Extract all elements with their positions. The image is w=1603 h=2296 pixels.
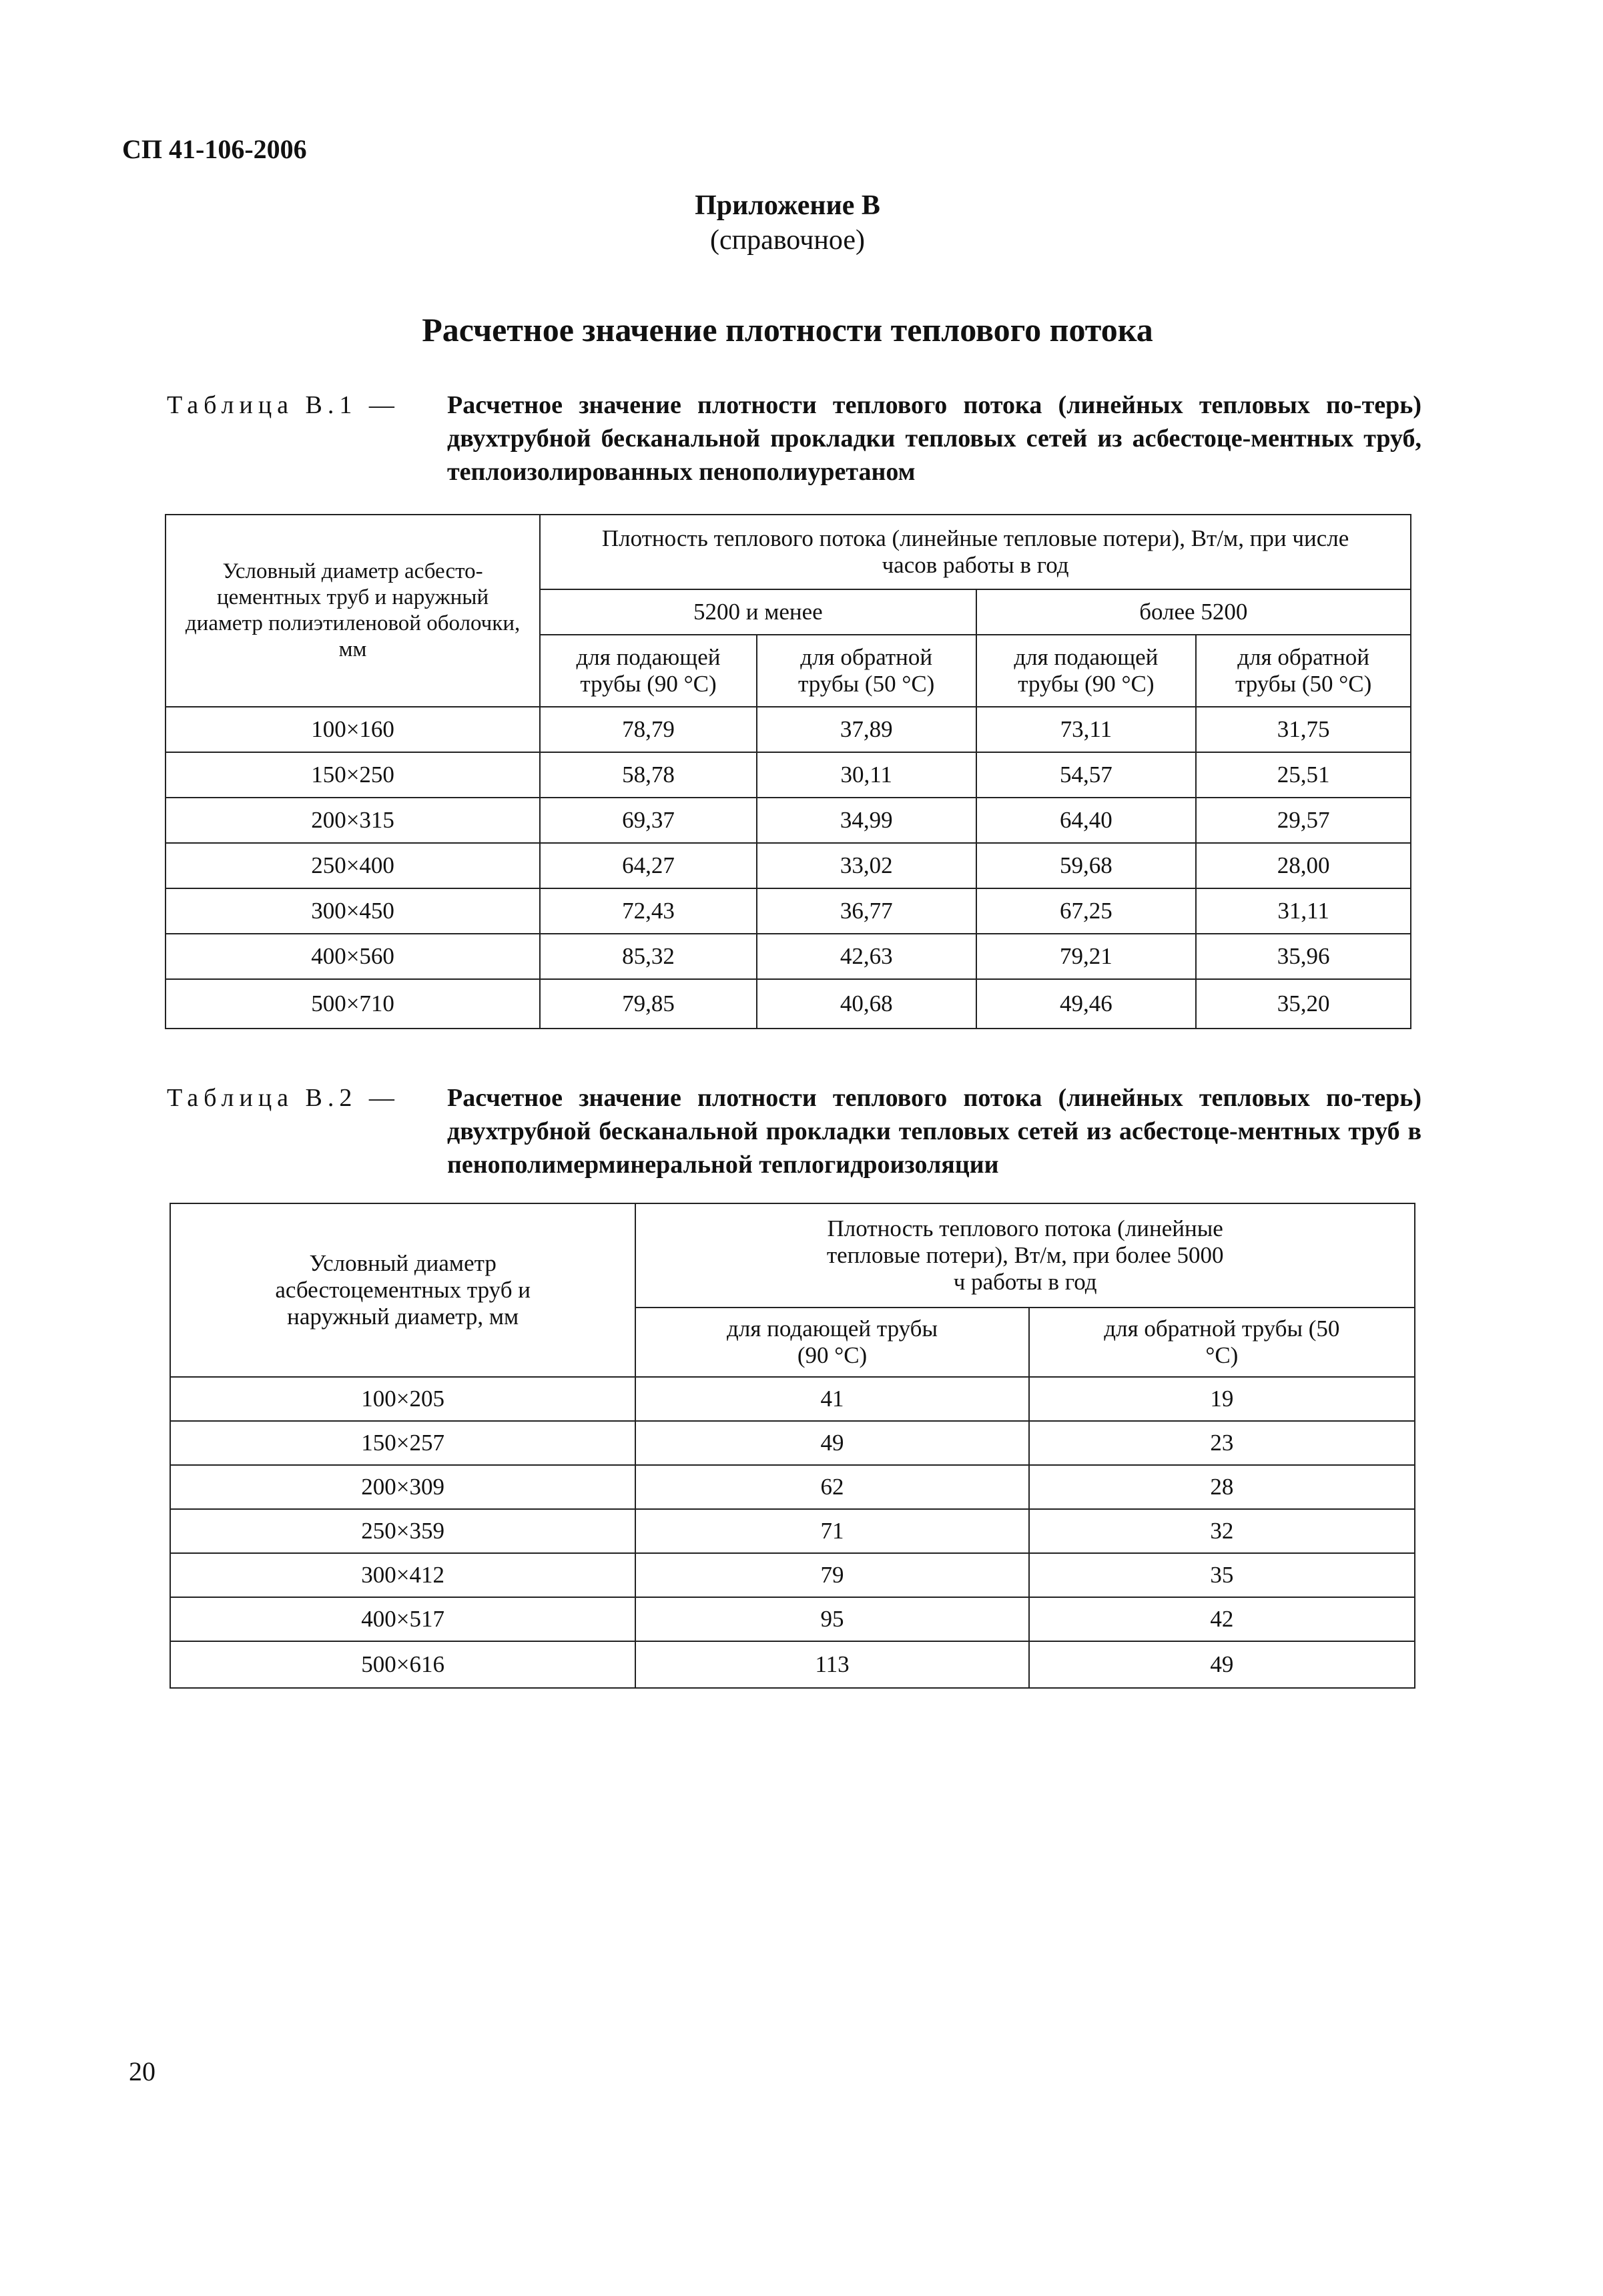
table1-cell: 78,79 bbox=[540, 707, 757, 752]
table1-subheader-supply: для подающей трубы (90 °С) bbox=[540, 635, 757, 707]
table1-cell: 36,77 bbox=[757, 888, 976, 934]
table1-cell: 35,96 bbox=[1196, 934, 1411, 979]
table2-cell-diameter: 300×412 bbox=[170, 1553, 635, 1597]
table1-header-diameter: Условный диаметр асбесто-цементных труб и наружный диаметр полиэтиленовой оболочки, мм bbox=[166, 515, 540, 707]
table1-subheader-return: для обратной трубы (50 °С) bbox=[757, 635, 976, 707]
table1-label: Таблица В.1 — bbox=[167, 391, 400, 419]
table2-cell: 49 bbox=[635, 1421, 1028, 1465]
table1-cell: 73,11 bbox=[976, 707, 1197, 752]
table-row bbox=[170, 1421, 1415, 1465]
table2-header-density: Плотность теплового потока (линейные тепловые потери), Вт/м, при более 5000 ч работы в год bbox=[635, 1203, 1415, 1308]
table-row bbox=[170, 1597, 1415, 1641]
table1-caption bbox=[167, 388, 1421, 489]
table-row bbox=[166, 979, 1411, 1029]
table-row bbox=[166, 752, 1411, 798]
table2-cell: 42 bbox=[1029, 1597, 1415, 1641]
table2-cell-diameter: 500×616 bbox=[170, 1641, 635, 1688]
table1-cell: 72,43 bbox=[540, 888, 757, 934]
table-row bbox=[166, 934, 1411, 979]
table1-cell: 67,25 bbox=[976, 888, 1197, 934]
table1-cell: 34,99 bbox=[757, 798, 976, 843]
table2-cell: 32 bbox=[1029, 1509, 1415, 1553]
table1-cell: 79,21 bbox=[976, 934, 1197, 979]
appendix-subtitle: (справочное) bbox=[710, 225, 865, 256]
table2-cell-diameter: 150×257 bbox=[170, 1421, 635, 1465]
table1-header-group-low: 5200 и менее bbox=[540, 589, 976, 635]
table2-cell: 23 bbox=[1029, 1421, 1415, 1465]
table1-cell: 25,51 bbox=[1196, 752, 1411, 798]
table-row bbox=[170, 1509, 1415, 1553]
table1-cell: 35,20 bbox=[1196, 979, 1411, 1029]
table1-cell: 85,32 bbox=[540, 934, 757, 979]
table1-cell: 42,63 bbox=[757, 934, 976, 979]
table1-cell: 29,57 bbox=[1196, 798, 1411, 843]
table2-cell: 113 bbox=[635, 1641, 1028, 1688]
table1-header-group-high: более 5200 bbox=[976, 589, 1411, 635]
table-row bbox=[166, 798, 1411, 843]
table1-subheader-return: для обратной трубы (50 °С) bbox=[1196, 635, 1411, 707]
table2-cell: 71 bbox=[635, 1509, 1028, 1553]
table1-cell: 33,02 bbox=[757, 843, 976, 888]
document-code: СП 41-106-2006 bbox=[122, 134, 307, 164]
table2-header-diameter: Условный диаметр асбестоцементных труб и наружный диаметр, мм bbox=[170, 1203, 635, 1377]
table2-cell-diameter: 250×359 bbox=[170, 1509, 635, 1553]
table1-cell-diameter: 400×560 bbox=[166, 934, 540, 979]
table-row bbox=[166, 843, 1411, 888]
table1-cell-diameter: 200×315 bbox=[166, 798, 540, 843]
table2-label: Таблица В.2 — bbox=[167, 1084, 400, 1112]
table-row bbox=[170, 1641, 1415, 1688]
table2 bbox=[170, 1203, 1415, 1689]
section-title: Расчетное значение плотности теплового потока bbox=[422, 311, 1153, 348]
table1-cell: 64,27 bbox=[540, 843, 757, 888]
table1-cell-diameter: 300×450 bbox=[166, 888, 540, 934]
table2-cell: 35 bbox=[1029, 1553, 1415, 1597]
table-row bbox=[170, 1553, 1415, 1597]
table-row bbox=[170, 1465, 1415, 1509]
table2-cell: 79 bbox=[635, 1553, 1028, 1597]
table2-cell: 41 bbox=[635, 1377, 1028, 1421]
table2-subheader-supply: для подающей трубы (90 °С) bbox=[635, 1308, 1028, 1377]
table2-cell: 95 bbox=[635, 1597, 1028, 1641]
page-number: 20 bbox=[129, 2056, 155, 2086]
table1-cell: 69,37 bbox=[540, 798, 757, 843]
table1-cell-diameter: 100×160 bbox=[166, 707, 540, 752]
table1-cell: 64,40 bbox=[976, 798, 1197, 843]
table2-cell-diameter: 200×309 bbox=[170, 1465, 635, 1509]
table1-cell: 79,85 bbox=[540, 979, 757, 1029]
table-row bbox=[166, 888, 1411, 934]
table2-cell: 49 bbox=[1029, 1641, 1415, 1688]
table1-caption-text: Расчетное значение плотности теплового потока (линейных тепловых по-терь) двухтрубной бесканальной прокладки тепловых сетей из асбестоце-ментных труб, теплоизолированных пенополиуретаном bbox=[447, 391, 1421, 486]
table1-cell: 37,89 bbox=[757, 707, 976, 752]
table2-cell: 19 bbox=[1029, 1377, 1415, 1421]
table1-cell: 54,57 bbox=[976, 752, 1197, 798]
table1-cell-diameter: 500×710 bbox=[166, 979, 540, 1029]
table2-subheader-return: для обратной трубы (50 °С) bbox=[1029, 1308, 1415, 1377]
table2-cell: 28 bbox=[1029, 1465, 1415, 1509]
table2-caption-text: Расчетное значение плотности теплового потока (линейных тепловых по-терь) двухтрубной бесканальной прокладки тепловых сетей из асбестоце-ментных труб в пенополимерминеральной теплогидроизоляции bbox=[447, 1084, 1421, 1179]
table1-cell: 59,68 bbox=[976, 843, 1197, 888]
table1-cell: 28,00 bbox=[1196, 843, 1411, 888]
table1-cell-diameter: 150×250 bbox=[166, 752, 540, 798]
table-row bbox=[170, 1377, 1415, 1421]
table1-cell: 31,11 bbox=[1196, 888, 1411, 934]
table2-cell: 62 bbox=[635, 1465, 1028, 1509]
table-row bbox=[166, 707, 1411, 752]
table1-cell-diameter: 250×400 bbox=[166, 843, 540, 888]
table1-subheader-supply: для подающей трубы (90 °С) bbox=[976, 635, 1197, 707]
appendix-title: Приложение В bbox=[695, 190, 880, 221]
table2-cell-diameter: 100×205 bbox=[170, 1377, 635, 1421]
table1 bbox=[165, 514, 1411, 1029]
table2-cell-diameter: 400×517 bbox=[170, 1597, 635, 1641]
table1-cell: 58,78 bbox=[540, 752, 757, 798]
table1-header-density: Плотность теплового потока (линейные тепловые потери), Вт/м, при числе часов работы в год bbox=[540, 515, 1411, 589]
table1-cell: 31,75 bbox=[1196, 707, 1411, 752]
table2-caption bbox=[167, 1081, 1421, 1181]
table1-cell: 49,46 bbox=[976, 979, 1197, 1029]
table1-cell: 30,11 bbox=[757, 752, 976, 798]
table1-cell: 40,68 bbox=[757, 979, 976, 1029]
